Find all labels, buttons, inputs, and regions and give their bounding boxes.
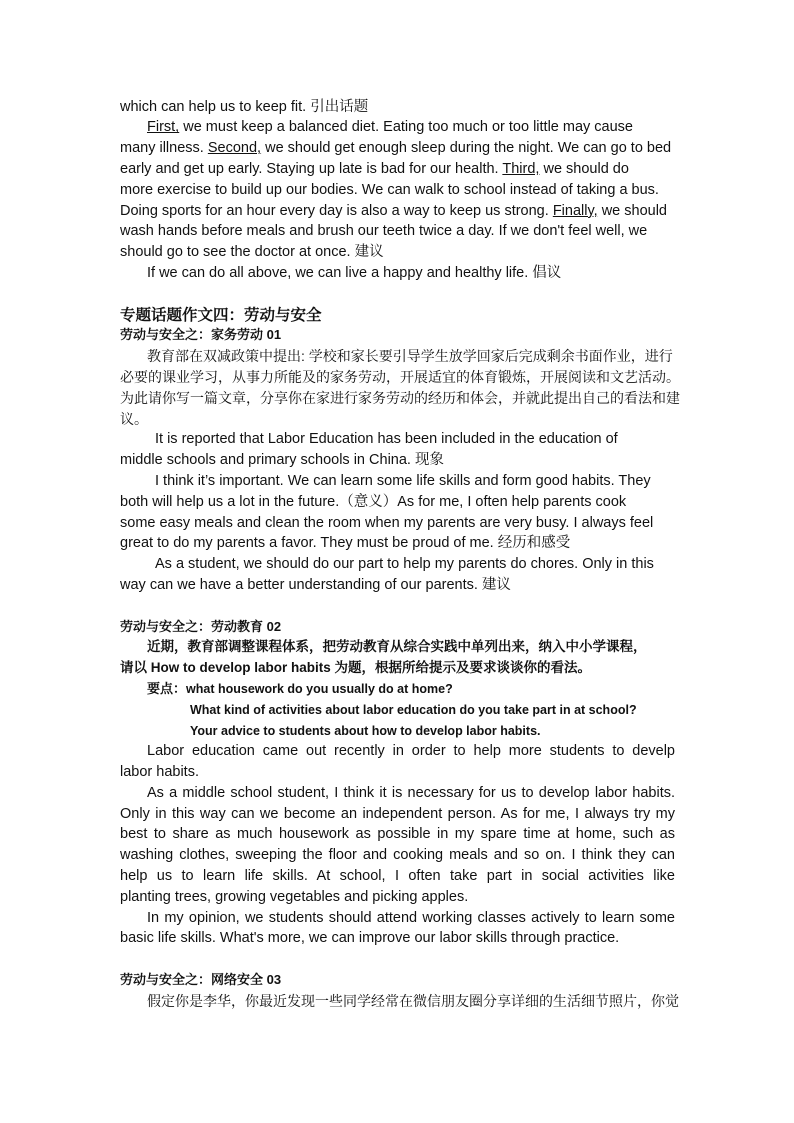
- section-heading: 劳动与安全之：劳动教育 02: [120, 618, 282, 634]
- key-point: What kind of activities about labor education do you take part in at school?: [190, 702, 637, 717]
- essay-line: As a student, we should do our part to help my parents do chores. Only in this: [155, 556, 654, 573]
- essay-text: we should get enough sleep during the night. We can go to bed: [261, 140, 672, 157]
- essay-line: middle schools and primary schools in China. 现象: [120, 452, 444, 469]
- key-point-line: [120, 679, 675, 700]
- underlined-transition-word: First,: [147, 119, 180, 136]
- spacer: [120, 284, 675, 305]
- essay-line: help us to learn life skills. At school, I often take part in social activities like: [120, 868, 675, 885]
- key-points-label: 要点：: [147, 680, 187, 696]
- section-heading: 劳动与安全之：家务劳动 01: [120, 327, 282, 343]
- essay-line: As a middle school student, I think it is necessary for us to develop labor habits.: [147, 784, 675, 801]
- essay-text: we should do: [539, 160, 629, 177]
- essay-line: Only in this way can we become an independent person. As for me, I always try my: [120, 805, 675, 822]
- essay-line: wash hands before meals and brush our teeth twice a day. If we don't feel well, we: [120, 223, 648, 240]
- essay-line: best to share as much housework as possible in my spare time at home, such as: [120, 826, 675, 843]
- essay-text: we must keep a balanced diet. Eating too much or too little may cause: [179, 119, 633, 136]
- essay-line: some easy meals and clean the room when my parents are very busy. I always feel: [120, 514, 654, 531]
- essay-line: Labor education came out recently in order to help more students to develp: [147, 743, 675, 760]
- essay-text: early and get up early. Staying up late is bad for our health.: [120, 160, 503, 177]
- essay-line: great to do my parents a favor. They must be proud of me. 经历和感受: [120, 535, 571, 552]
- essay-line: labor habits.: [120, 764, 199, 781]
- essay-line: way can we have a better understanding of our parents. 建议: [120, 576, 511, 593]
- spacer: [120, 596, 675, 617]
- essay-text: we should: [597, 202, 667, 219]
- prompt-line: 必要的课业学习，从事力所能及的家务劳动，开展适宜的体育锻炼，开展阅读和文艺活动。: [120, 368, 680, 385]
- essay-line: planting trees, growing vegetables and picking apples.: [120, 888, 469, 905]
- essay-text: many illness.: [120, 140, 208, 157]
- essay-line: [120, 117, 675, 138]
- essay-line: If we can do all above, we can live a happy and healthy life. 倡议: [147, 264, 562, 281]
- key-point: what housework do you usually do at home?: [186, 681, 453, 696]
- essay-line: [120, 138, 675, 159]
- essay-line: which can help us to keep fit. 引出话题: [120, 98, 369, 115]
- essay-line: I think it’s important. We can learn some life skills and form good habits. They: [155, 472, 651, 489]
- essay-text: Doing sports for an hour every day is also a way to keep us strong.: [120, 202, 553, 219]
- prompt-line: 近期，教育部调整课程体系，把劳动教育从综合实践中单列出来，纳入中小学课程，: [147, 639, 647, 655]
- document-page: [120, 97, 680, 1012]
- prompt-line: 教育部在双减政策中提出: 学校和家长要引导学生放学回家后完成剩余书面作业，进行: [147, 348, 673, 365]
- underlined-transition-word: Finally,: [552, 202, 598, 219]
- underlined-transition-word: Second,: [207, 140, 262, 157]
- prompt-line: 为此请你写一篇文章，分享你在家进行家务劳动的经历和体会，并就此提出自己的看法和建: [120, 389, 680, 406]
- underlined-transition-word: Third,: [502, 160, 540, 177]
- essay-line: more exercise to build up our bodies. We can walk to school instead of taking a bus.: [120, 181, 659, 198]
- essay-line: washing clothes, sweeping the floor and cooking meals and so on. I think they can: [120, 847, 675, 864]
- prompt-line: 假定你是李华，你最近发现一些同学经常在微信朋友圈分享详细的生活细节照片，你觉: [147, 992, 679, 1009]
- prompt-line: 议。: [120, 410, 148, 427]
- essay-line: It is reported that Labor Education has been included in the education of: [155, 431, 618, 448]
- essay-line: [120, 159, 675, 180]
- key-point: Your advice to students about how to develop labor habits.: [190, 723, 541, 738]
- spacer: [120, 949, 675, 970]
- section-heading: 劳动与安全之：网络安全 03: [120, 972, 282, 988]
- essay-line: basic life skills. What's more, we can improve our labor skills through practice.: [120, 930, 620, 947]
- topic-title: 专题话题作文四：劳动与安全: [120, 304, 322, 324]
- essay-line: should go to see the doctor at once. 建议: [120, 244, 384, 261]
- essay-line: In my opinion, we students should attend working classes actively to learn some: [147, 909, 675, 926]
- essay-line: both will help us a lot in the future.（意义）As for me, I often help parents cook: [120, 493, 627, 510]
- essay-line: [120, 201, 675, 222]
- prompt-line: 请以 How to develop labor habits 为题，根据所给提示及要求谈谈你的看法。: [120, 660, 592, 676]
